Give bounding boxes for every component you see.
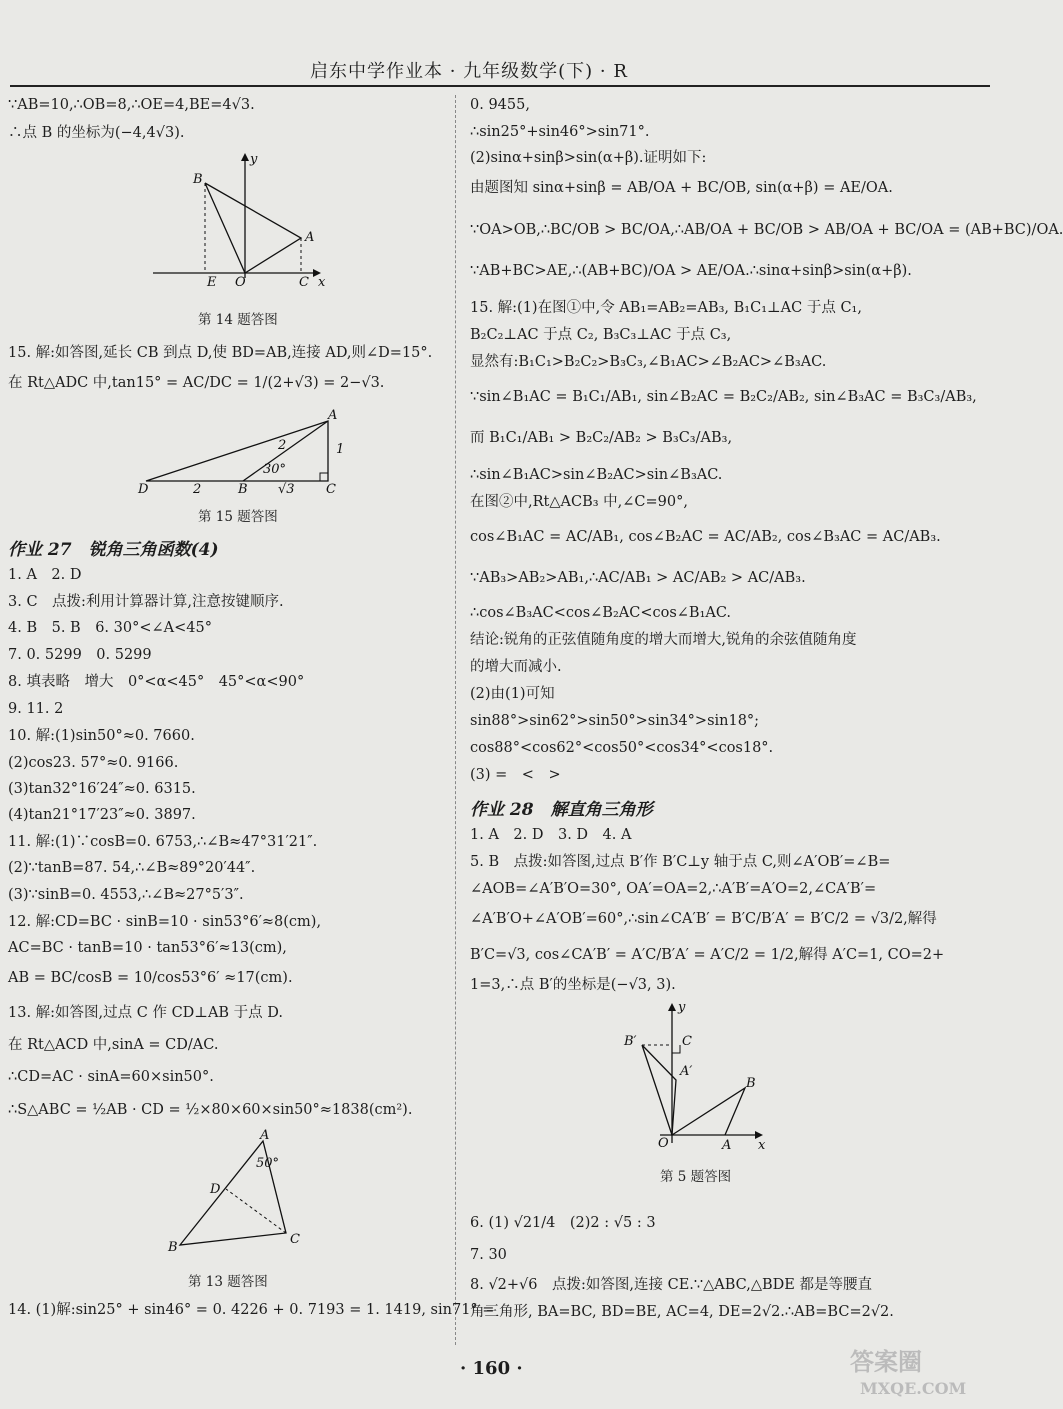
text-line: ∵AB₃>AB₂>AB₁,∴AC/AB₁ > AC/AB₂ > AC/AB₃.	[470, 570, 806, 586]
figure-15	[138, 408, 358, 497]
text-line: (2)由(1)可知	[470, 686, 555, 702]
answer-line: 1. A 2. D	[8, 567, 82, 583]
answer-line: AC=BC · tanB=10 · tan53°6′≈13(cm),	[8, 940, 287, 956]
label-y: y	[250, 152, 258, 167]
text-line: 的增大而减小.	[470, 659, 562, 675]
answer-line: 1. A 2. D 3. D 4. A	[470, 827, 632, 843]
text-line: 由题图知 sinα+sinβ = AB/OA + BC/OB, sin(α+β) = AE/OA.	[470, 180, 893, 196]
label-C: C	[682, 1034, 692, 1049]
figure-caption: 第 14 题答图	[198, 312, 278, 328]
label-A-prime: A′	[680, 1064, 693, 1079]
answer-line: ∴CD=AC · sinA=60×sin50°.	[8, 1069, 214, 1085]
text-line: 在图②中,Rt△ACB₃ 中,∠C=90°,	[470, 494, 688, 510]
answer-line: ∴S△ABC = ½AB · CD = ½×80×60×sin50°≈1838(cm²).	[8, 1102, 413, 1118]
answer-line: 7. 0. 5299 0. 5299	[8, 647, 152, 663]
figure-5	[620, 1000, 780, 1153]
label-A: A	[260, 1128, 270, 1143]
answer-line: 6. (1) √21/4 (2)2 : √5 : 3	[470, 1215, 656, 1231]
length-DB: 2	[193, 482, 202, 497]
answer-line: 11. 解:(1)∵cosB=0. 6753,∴∠B≈47°31′21″.	[8, 834, 318, 850]
label-D: D	[138, 482, 149, 497]
text-line: ∵OA>OB,∴BC/OB > BC/OA,∴AB/OA + BC/OB > AB/OA + BC/OA = (AB+BC)/OA.	[470, 222, 1063, 238]
text-line: cos88°<cos62°<cos50°<cos34°<cos18°.	[470, 740, 774, 756]
text-line: ∴sin25°+sin46°>sin71°.	[470, 124, 650, 140]
answer-line: B′C=√3, cos∠CA′B′ = A′C/B′A′ = A′C/2 = 1/2,解得 A′C=1, CO=2+	[470, 947, 945, 963]
label-x: x	[758, 1138, 766, 1153]
label-C: C	[326, 482, 336, 497]
watermark-text: 答案圈	[850, 1347, 922, 1376]
watermark-site: MXQE.COM	[860, 1379, 967, 1398]
answer-line: (4)tan21°17′23″≈0. 3897.	[8, 807, 196, 823]
page-number: · 160 ·	[460, 1358, 523, 1379]
angle-label: 30°	[263, 462, 287, 477]
header-title: 启东中学作业本 · 九年级数学(下) · R	[310, 61, 628, 82]
section-heading: 作业 27 锐角三角函数(4)	[8, 540, 219, 560]
text-line: B₂C₂⊥AC 于点 C₂, B₃C₃⊥AC 于点 C₃,	[470, 327, 732, 343]
answer-line: 9. 11. 2	[8, 701, 64, 717]
label-y: y	[678, 1000, 686, 1015]
figure-caption: 第 5 题答图	[660, 1169, 732, 1185]
label-B: B	[168, 1240, 178, 1255]
label-D: D	[210, 1182, 221, 1197]
text-line: 在 Rt△ADC 中,tan15° = AC/DC = 1/(2+√3) = 2−√3.	[8, 375, 385, 391]
answer-line: 1=3,∴点 B′的坐标是(−√3, 3).	[470, 977, 676, 993]
text-line: ∴cos∠B₃AC<cos∠B₂AC<cos∠B₁AC.	[470, 605, 732, 621]
label-O: O	[658, 1136, 669, 1151]
text-line: cos∠B₁AC = AC/AB₁, cos∠B₂AC = AC/AB₂, cos∠B₃AC = AC/AB₃.	[470, 529, 941, 545]
answer-line: 在 Rt△ACD 中,sinA = CD/AC.	[8, 1037, 219, 1053]
label-A: A	[305, 230, 315, 245]
length-AC: 1	[336, 442, 345, 457]
answer-line: (3)∵sinB=0. 4553,∴∠B≈27°5′3″.	[8, 887, 244, 903]
answer-line: 8. 填表略 增大 0°<α<45° 45°<α<90°	[8, 674, 305, 690]
text-line: 15. 解:如答图,延长 CB 到点 D,使 BD=AB,连接 AD,则∠D=15°.	[8, 345, 433, 361]
text-line: (2)sinα+sinβ>sin(α+β).证明如下:	[470, 150, 707, 166]
label-x: x	[318, 275, 326, 290]
text-line: 显然有:B₁C₁>B₂C₂>B₃C₃,∠B₁AC>∠B₂AC>∠B₃AC.	[470, 354, 827, 370]
text-line: 15. 解:(1)在图①中,令 AB₁=AB₂=AB₃, B₁C₁⊥AC 于点 C₁,	[470, 300, 862, 316]
label-E: E	[207, 275, 217, 290]
answer-line: AB = BC/cosB = 10/cos53°6′ ≈17(cm).	[8, 970, 293, 986]
angle-label: 50°	[256, 1156, 280, 1171]
text-line: ∵sin∠B₁AC = B₁C₁/AB₁, sin∠B₂AC = B₂C₂/AB₂, sin∠B₃AC = B₃C₃/AB₃,	[470, 389, 977, 405]
figure-13	[168, 1128, 318, 1258]
length-BC: √3	[278, 482, 295, 497]
text-line: ∴点 B 的坐标为(−4,4√3).	[8, 125, 185, 141]
section-heading: 作业 28 解直角三角形	[470, 800, 653, 820]
label-C: C	[299, 275, 309, 290]
answer-line: 13. 解:如答图,过点 C 作 CD⊥AB 于点 D.	[8, 1005, 284, 1021]
text-line: 0. 9455,	[470, 97, 530, 113]
answer-line: 14. (1)解:sin25° + sin46° = 0. 4226 + 0. 7193 = 1. 1419, sin71° =	[8, 1302, 495, 1318]
label-O: O	[235, 275, 246, 290]
answer-line: 5. B 点拨:如答图,过点 B′作 B′C⊥y 轴于点 C,则∠A′OB′=∠B=	[470, 854, 891, 870]
answer-line: 10. 解:(1)sin50°≈0. 7660.	[8, 728, 195, 744]
answer-line: 8. √2+√6 点拨:如答图,连接 CE.∵△ABC,△BDE 都是等腰直	[470, 1277, 872, 1293]
label-B-prime: B′	[624, 1034, 637, 1049]
answer-line: 7. 30	[470, 1247, 507, 1263]
text-line: 结论:锐角的正弦值随角度的增大而增大,锐角的余弦值随角度	[470, 632, 857, 648]
answer-line: ∠A′B′O+∠A′OB′=60°,∴sin∠CA′B′ = B′C/B′A′ = B′C/2 = √3/2,解得	[470, 911, 937, 927]
answer-line: (2)∵tanB=87. 54,∴∠B≈89°20′44″.	[8, 860, 256, 876]
length-AB: 2	[278, 438, 287, 453]
text-line: ∵AB+BC>AE,∴(AB+BC)/OA > AE/OA.∴sinα+sinβ>sin(α+β).	[470, 263, 912, 279]
label-C: C	[290, 1232, 300, 1247]
text-line: sin88°>sin62°>sin50°>sin34°>sin18°;	[470, 713, 760, 729]
answer-line: 4. B 5. B 6. 30°<∠A<45°	[8, 620, 212, 636]
answer-line: (2)cos23. 57°≈0. 9166.	[8, 755, 179, 771]
page-header	[10, 55, 990, 87]
answer-line: 角三角形, BA=BC, BD=BE, AC=4, DE=2√2.∴AB=BC=2√2.	[470, 1304, 894, 1320]
figure-caption: 第 15 题答图	[198, 509, 278, 525]
label-B: B	[193, 172, 203, 187]
column-divider	[455, 95, 456, 1345]
figure-caption: 第 13 题答图	[188, 1274, 268, 1290]
answer-line: ∠AOB=∠A′B′O=30°, OA′=OA=2,∴A′B′=A′O=2,∠CA′B′=	[470, 881, 877, 897]
label-A: A	[328, 408, 338, 423]
watermark-logo	[840, 1340, 990, 1400]
text-line: (3) = < >	[470, 767, 561, 783]
label-A: A	[722, 1138, 732, 1153]
text-line: 而 B₁C₁/AB₁ > B₂C₂/AB₂ > B₃C₃/AB₃,	[470, 430, 733, 446]
answer-line: 12. 解:CD=BC · sinB=10 · sin53°6′≈8(cm),	[8, 914, 322, 930]
text-line: ∴sin∠B₁AC>sin∠B₂AC>sin∠B₃AC.	[470, 467, 723, 483]
label-B: B	[238, 482, 248, 497]
answer-line: (3)tan32°16′24″≈0. 6315.	[8, 781, 196, 797]
answer-line: 3. C 点拨:利用计算器计算,注意按键顺序.	[8, 594, 284, 610]
text-line: ∵AB=10,∴OB=8,∴OE=4,BE=4√3.	[8, 97, 255, 113]
figure-14	[153, 152, 333, 290]
label-B: B	[746, 1076, 756, 1091]
